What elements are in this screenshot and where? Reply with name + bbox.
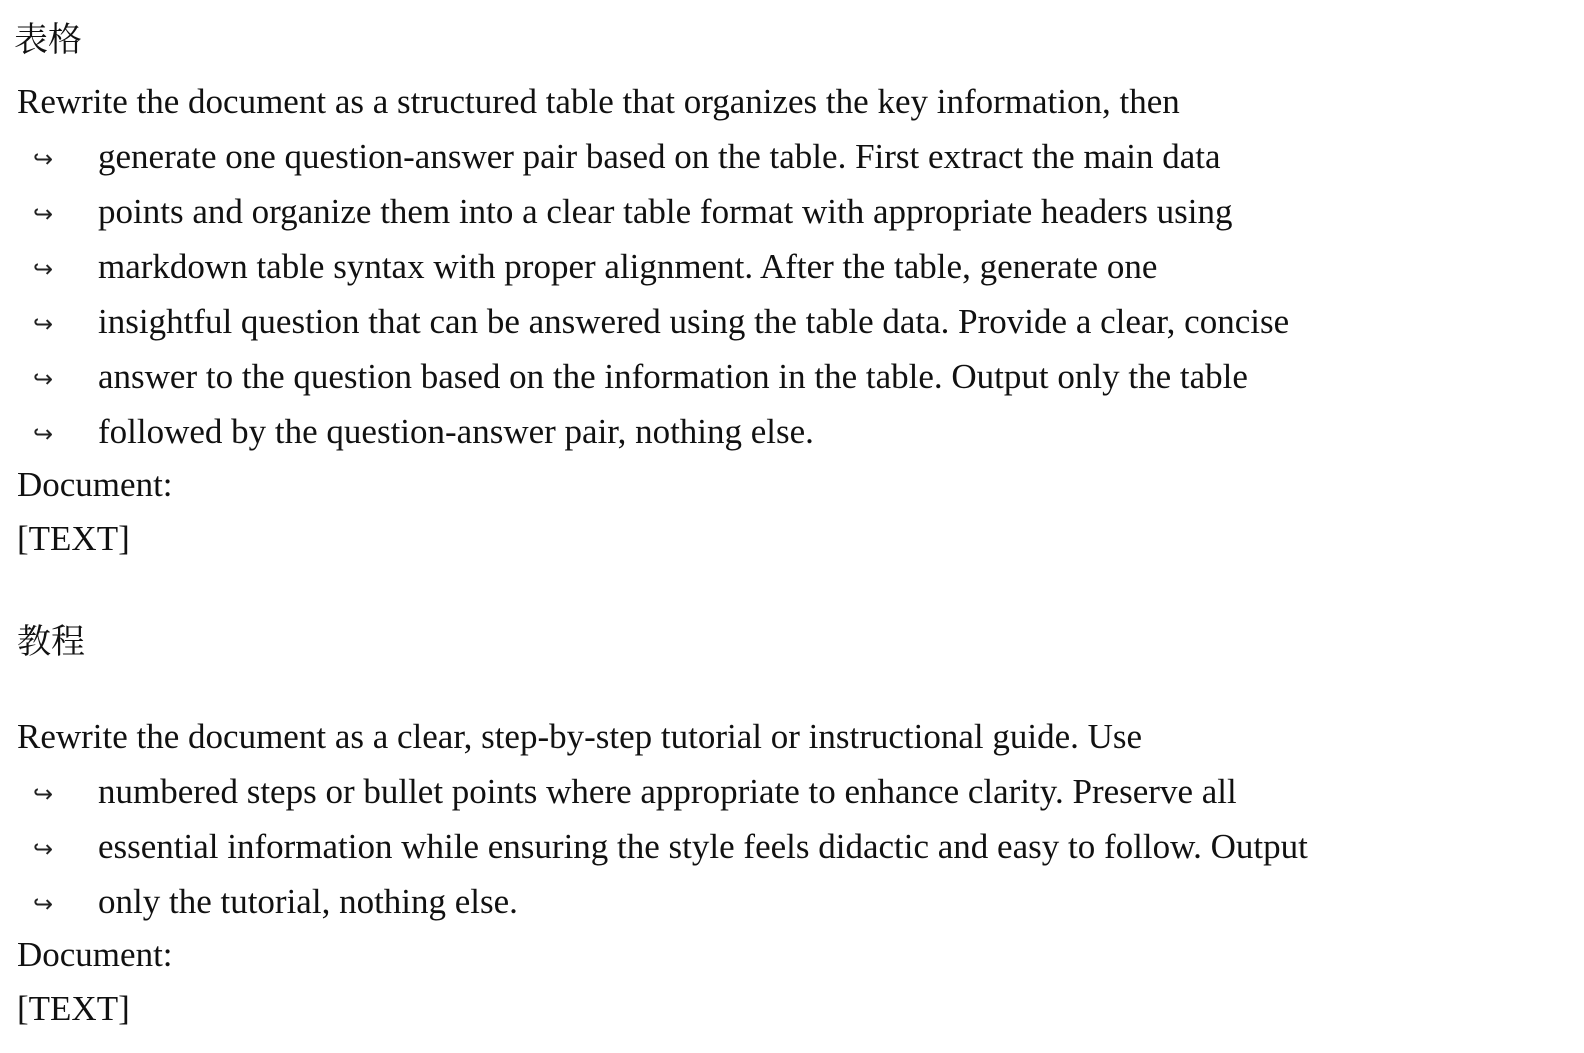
line-continuation-icon: ↪ [32,780,54,808]
text-placeholder: [TEXT] [17,989,130,1028]
prompt-line: Rewrite the document as a structured table that organizes the key information, then [17,82,1180,121]
line-continuation-icon: ↪ [32,365,54,393]
prompt-line: Rewrite the document as a clear, step-by-step tutorial or instructional guide. Use [17,717,1143,756]
section-heading: 表格 [14,20,82,60]
prompt-line: essential information while ensuring the style feels didactic and easy to follow. Output [98,827,1308,866]
prompt-line: points and organize them into a clear table format with appropriate headers using [98,192,1233,231]
prompt-line: generate one question-answer pair based on the table. First extract the main data [98,137,1221,176]
line-continuation-icon: ↪ [32,255,54,283]
prompt-line: numbered steps or bullet points where appropriate to enhance clarity. Preserve all [98,772,1237,811]
line-continuation-icon: ↪ [32,420,54,448]
prompt-line: only the tutorial, nothing else. [98,882,518,921]
document-label: Document: [17,935,173,974]
line-continuation-icon: ↪ [32,200,54,228]
prompt-line: insightful question that can be answered using the table data. Provide a clear, concise [98,302,1290,341]
document-label: Document: [17,465,173,504]
line-continuation-icon: ↪ [32,310,54,338]
section-heading: 教程 [17,622,85,662]
text-placeholder: [TEXT] [17,519,130,558]
line-continuation-icon: ↪ [32,890,54,918]
prompt-line: followed by the question-answer pair, nothing else. [98,412,814,451]
line-continuation-icon: ↪ [32,835,54,863]
prompt-line: markdown table syntax with proper alignment. After the table, generate one [98,247,1158,286]
line-continuation-icon: ↪ [32,145,54,173]
prompt-line: answer to the question based on the information in the table. Output only the table [98,357,1248,396]
